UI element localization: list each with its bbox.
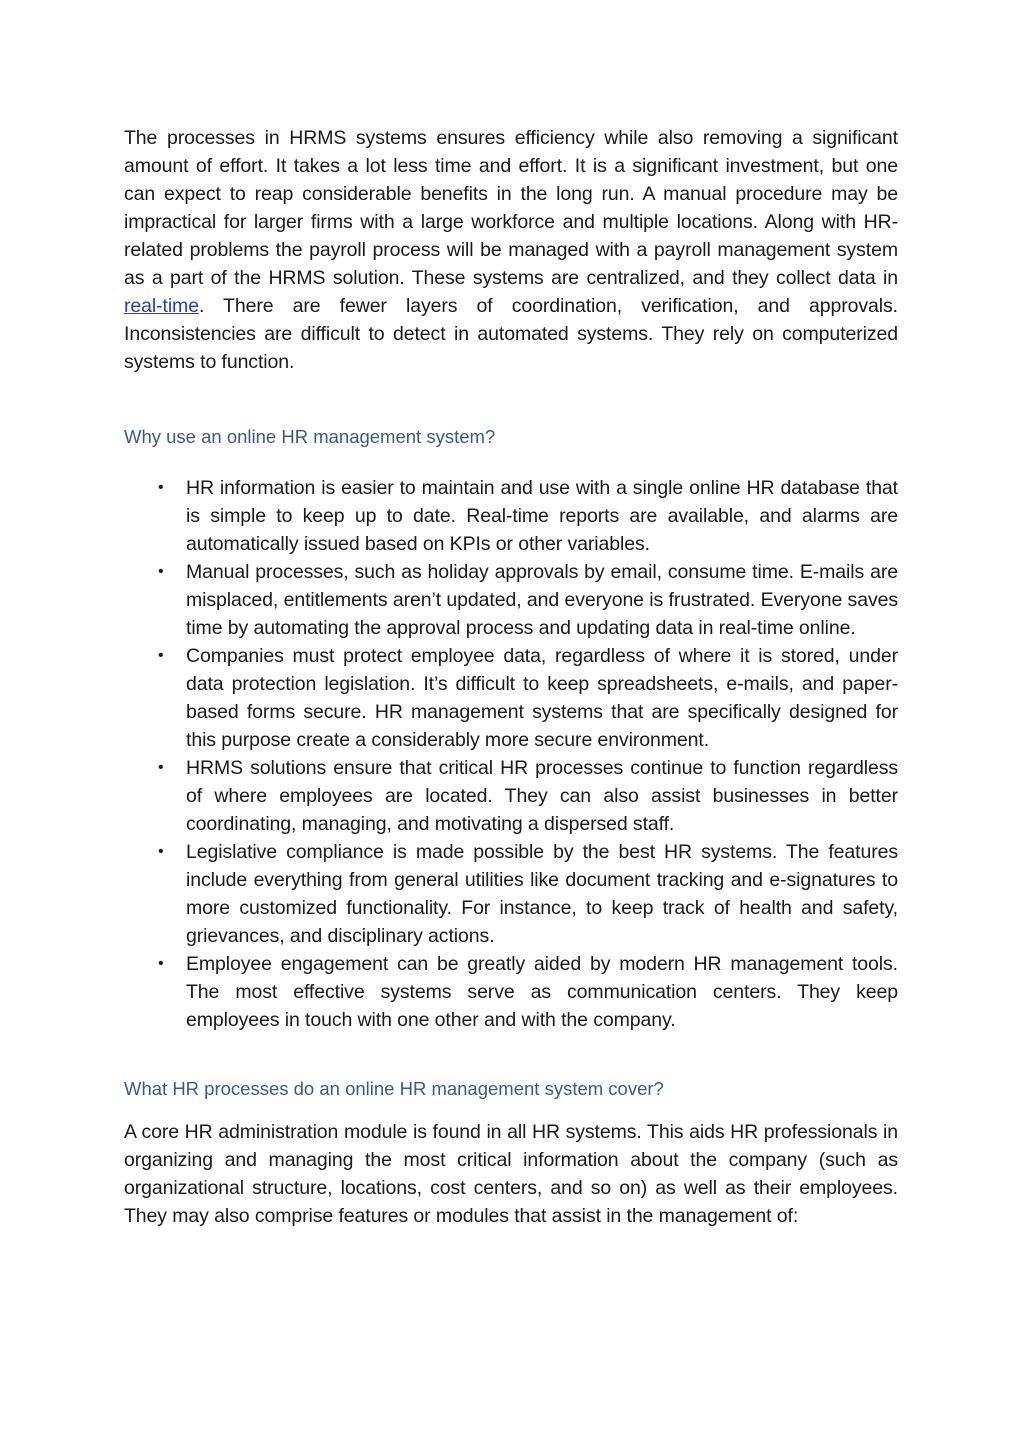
list-item-text: Employee engagement can be greatly aided by modern HR management tools. The most effective systems serve as communication centers. They keep employees in touch with one other and with the company. <box>186 953 898 1031</box>
bullet-icon: • <box>158 843 164 860</box>
hr-processes-paragraph: A core HR administration module is found in all HR systems. This aids HR professionals in organizing and managing the most critical information about the company (such as organizational structure, locations, cost centers, and so on) as well as their employees. They may also comprise features or modules that assist in the management of: <box>124 1121 898 1227</box>
section-heading-hr-processes: What HR processes do an online HR management system cover? <box>124 1078 664 1099</box>
bullet-icon: • <box>158 759 164 776</box>
list-item <box>124 474 898 558</box>
document-page <box>124 124 898 1230</box>
list-item <box>124 950 898 1034</box>
list-item <box>124 642 898 754</box>
bullet-icon: • <box>158 479 164 496</box>
list-item <box>124 558 898 642</box>
list-item-text: Legislative compliance is made possible by the best HR systems. The features include everything from general utilities like document tracking and e-signatures to more customized functionality. For instance, to keep track of health and safety, grievances, and disciplinary actions. <box>186 841 898 947</box>
real-time-link[interactable]: real-time <box>124 295 199 317</box>
intro-text-start: The processes in HRMS systems ensures efficiency while also removing a significant amount of effort. It takes a lot less time and effort. It is a significant investment, but one can expect to reap considerable benefits in the long run. A manual procedure may be impractical for larger firms with a large workforce and multiple locations. Along with HR-related problems the payroll process will be managed with a payroll management system as a part of the HRMS solution. These systems are centralized, and they collect data in <box>124 127 898 289</box>
bullet-icon: • <box>158 955 164 972</box>
intro-paragraph <box>124 124 898 376</box>
intro-text-end: . There are fewer layers of coordination, verification, and approvals. Inconsistencies are difficult to detect in automated systems. They rely on computerized systems to function. <box>124 295 898 373</box>
list-item-text: Companies must protect employee data, regardless of where it is stored, under data protection legislation. It’s difficult to keep spreadsheets, e-mails, and paper-based forms secure. HR management systems that are specifically designed for this purpose create a considerably more secure environment. <box>186 645 898 751</box>
bullet-icon: • <box>158 563 164 580</box>
bullet-icon: • <box>158 647 164 664</box>
benefits-list <box>124 474 898 1034</box>
list-item <box>124 754 898 838</box>
list-item-text: HRMS solutions ensure that critical HR processes continue to function regardless of where employees are located. They can also assist businesses in better coordinating, managing, and motivating a dispersed staff. <box>186 757 898 835</box>
list-item <box>124 838 898 950</box>
section-heading-why-use: Why use an online HR management system? <box>124 426 496 447</box>
list-item-text: Manual processes, such as holiday approvals by email, consume time. E-mails are misplaced, entitlements aren’t updated, and everyone is frustrated. Everyone saves time by automating the approval process and updating data in real-time online. <box>186 561 898 639</box>
list-item-text: HR information is easier to maintain and use with a single online HR database that is simple to keep up to date. Real-time reports are available, and alarms are automatically issued based on KPIs or other variables. <box>186 477 898 555</box>
